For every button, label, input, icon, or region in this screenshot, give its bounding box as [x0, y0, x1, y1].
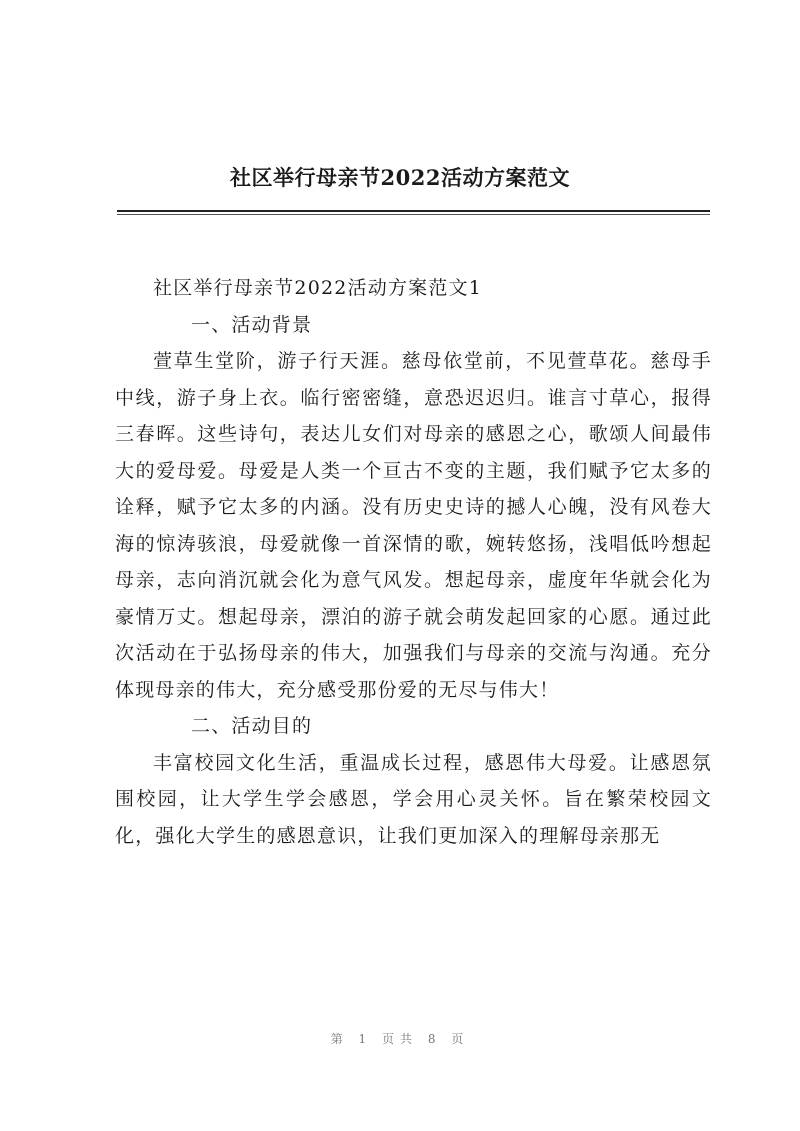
page-footer: 第 1 页共 8 页 — [330, 1032, 470, 1046]
section-heading-2 — [115, 708, 712, 745]
section-paragraph-2: 丰富校园文化生活，重温成长过程，感恩伟大母爱。让感恩氛围校园，让大学生学会感恩，学会用心灵关怀。旨在繁荣校园文化，强化大学生的感恩意识，让我们更加深入的理解母亲那无 — [115, 751, 712, 847]
section-number-2: 二、 — [191, 715, 232, 737]
title-divider-thin — [117, 214, 710, 215]
title-divider — [117, 210, 710, 212]
document-subtitle: 社区举行母亲节2022活动方案范文1 — [153, 277, 483, 299]
section-number-1: 一、 — [191, 313, 232, 336]
section-heading-1 — [115, 307, 712, 344]
document-body — [115, 270, 712, 854]
section-title-2: 活动目的 — [231, 715, 313, 737]
document-title: 社区举行母亲节2022活动方案范文 — [230, 165, 570, 190]
section-title-1: 活动背景 — [231, 313, 313, 336]
section-paragraph-1: 萱草生堂阶，游子行天涯。慈母依堂前，不见萱草花。慈母手中线，游子身上衣。临行密密缝，意恐迟迟归。谁言寸草心，报得三春晖。这些诗句，表达儿女们对母亲的感恩之心，歌颂人间最伟大的爱母爱。母爱是人类一个亘古不变的主题，我们赋予它太多的诠释，赋予它太多的内涵。没有历史史诗的撼人心魄，没有风卷大海的惊涛骇浪，母爱就像一首深情的歌，婉转悠扬，浅唱低吟想起母亲，志向消沉就会化为意气风发。想起母亲，虚度年华就会化为豪情万丈。想起母亲，漂泊的游子就会萌发起回家的心愿。通过此次活动在于弘扬母亲的伟大，加强我们与母亲的交流与沟通。充分体现母亲的伟大，充分感受那份爱的无尽与伟大！ — [115, 350, 712, 701]
